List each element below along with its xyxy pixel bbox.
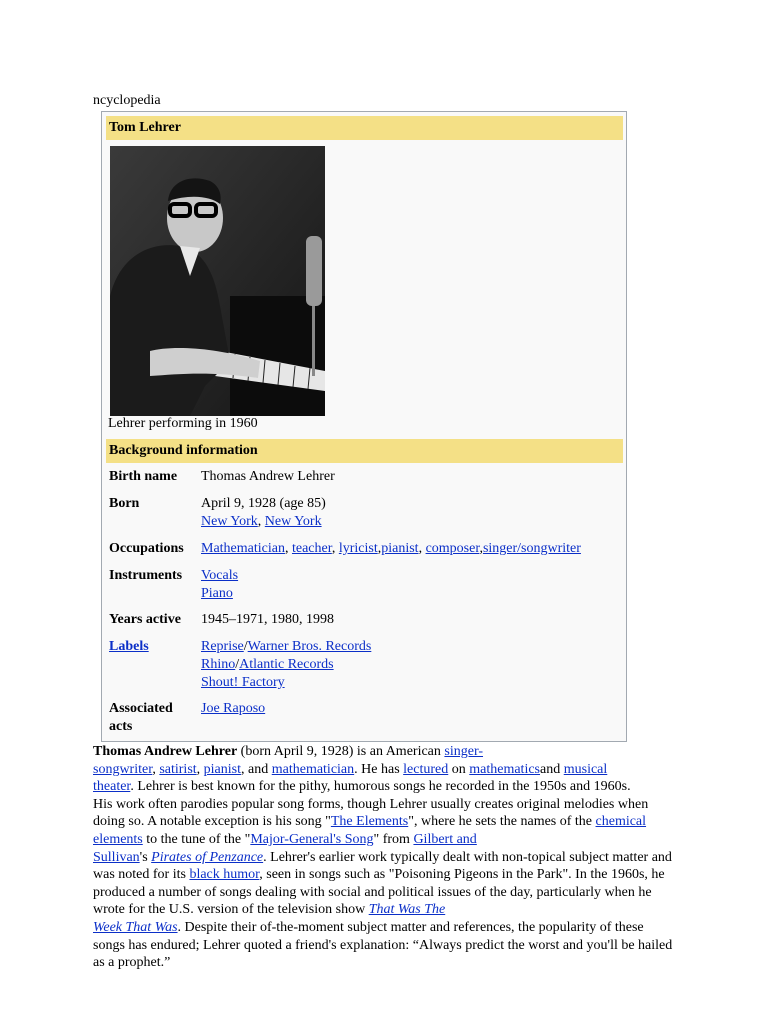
link-pianist[interactable]: pianist xyxy=(381,541,419,556)
link-major-generals-song[interactable]: Major-General's Song xyxy=(250,831,374,847)
link-chemical-elements[interactable]: chemical elements xyxy=(93,814,647,847)
row-label: Born xyxy=(109,496,140,511)
infobox-photo[interactable] xyxy=(110,146,325,416)
row-label: Years active xyxy=(109,612,181,627)
subject-name: Thomas Andrew Lehrer xyxy=(93,744,238,759)
link-warner-bros-records[interactable]: Warner Bros. Records xyxy=(247,639,372,654)
row-value: Reprise/Warner Bros. Records Rhino/Atlantic Records Shout! Factory xyxy=(201,639,372,690)
text: , xyxy=(152,761,160,777)
link-mathematician[interactable]: mathematician xyxy=(271,761,355,777)
born-date: April 9, 1928 (age 85) xyxy=(201,496,326,511)
text: " from xyxy=(373,831,414,847)
separator: , xyxy=(257,514,265,529)
photo-illustration xyxy=(110,146,325,416)
link-joe-raposo[interactable]: Joe Raposo xyxy=(201,701,266,716)
row-value: Thomas Andrew Lehrer xyxy=(201,469,335,484)
link-musical-theater[interactable]: musical xyxy=(563,761,608,777)
link-shout-factory[interactable]: Shout! Factory xyxy=(201,675,285,690)
text: . Despite their of-the-moment subject matter and references, the popularity of these songs has endured; Lehrer quoted a friend's explanation: “Always predict the worst and you'll be hailed as a prophet.” xyxy=(93,919,673,971)
link-labels-heading[interactable]: Labels xyxy=(109,639,149,654)
page-header-fragment: ncyclopedia xyxy=(93,93,161,108)
row-label: Birth name xyxy=(109,469,178,484)
row-value: Mathematician, teacher, lyricist,pianist, composer,singer/songwriter xyxy=(201,541,581,556)
link-pianist[interactable]: pianist xyxy=(203,761,242,777)
row-label: Occupations xyxy=(109,541,184,556)
link-lectured[interactable]: lectured xyxy=(403,761,449,777)
link-musical-theater[interactable]: theater xyxy=(93,779,131,795)
link-composer[interactable]: composer xyxy=(425,541,480,556)
text: . Lehrer is best known for the pithy, humorous songs he recorded in the 1950s and 1960s. xyxy=(130,779,631,795)
text: . Lehrer's earlier work typically dealt with non-topical subject matter and was noted for its xyxy=(93,849,672,883)
link-black-humor[interactable]: black humor xyxy=(189,867,260,883)
text: on xyxy=(448,761,470,777)
link-singer-songwriter[interactable]: singer- xyxy=(444,744,484,759)
link-rhino[interactable]: Rhino xyxy=(201,657,236,672)
row-value: 1945–1971, 1980, 1998 xyxy=(201,612,334,627)
link-mathematics[interactable]: mathematics xyxy=(469,761,541,777)
infobox-section-header: Background information xyxy=(106,439,623,463)
link-pirates-of-penzance[interactable]: Pirates of Penzance xyxy=(151,849,264,865)
text: to the tune of the " xyxy=(142,831,251,847)
link-lyricist[interactable]: lyricist xyxy=(338,541,378,556)
link-singer-songwriter[interactable]: songwriter xyxy=(93,761,153,777)
article-paragraph-2 xyxy=(93,796,673,972)
link-reprise[interactable]: Reprise xyxy=(201,639,244,654)
link-the-elements[interactable]: The Elements xyxy=(330,814,409,830)
text: (born April 9, 1928) is an American xyxy=(237,744,445,759)
link-gilbert-and-sullivan[interactable]: Sullivan xyxy=(93,849,140,865)
row-value xyxy=(201,567,238,603)
link-vocals[interactable]: Vocals xyxy=(201,568,239,583)
row-label: Instruments xyxy=(109,568,183,583)
article-paragraph-1 xyxy=(93,743,673,796)
infobox-title: Tom Lehrer xyxy=(106,116,623,140)
text: . He has xyxy=(354,761,404,777)
label-line: acts xyxy=(109,719,133,734)
link-new-york-state[interactable]: New York xyxy=(264,514,322,529)
infobox-caption: Lehrer performing in 1960 xyxy=(108,416,258,431)
article-body xyxy=(93,743,673,972)
text: , seen in songs such as "Poisoning Pigeons in the Park". In the 1960s, he produced a number of songs dealing with social and political issues of the day, particularly when he wrote for the U.S. version of the television show xyxy=(93,867,665,918)
link-that-was-the-week[interactable]: That Was The xyxy=(368,902,446,918)
label-line: Associated xyxy=(109,701,173,716)
text: ", where he sets the names of the xyxy=(408,814,596,830)
text: 's xyxy=(139,849,152,865)
row-label xyxy=(109,700,199,736)
text: and xyxy=(540,761,564,777)
text: , xyxy=(196,761,204,777)
text: His work often parodies popular song forms, though Lehrer usually creates original melodies when doing so. A notable exception is his song " xyxy=(93,796,649,830)
link-singer-songwriter[interactable]: singer/songwriter xyxy=(482,541,581,556)
link-teacher[interactable]: teacher xyxy=(291,541,332,556)
text: , and xyxy=(241,761,272,777)
infobox xyxy=(101,111,627,742)
link-that-was-the-week[interactable]: Week That Was xyxy=(93,919,178,935)
link-mathematician[interactable]: Mathematician xyxy=(201,541,285,556)
link-satirist[interactable]: satirist xyxy=(159,761,197,777)
row-value xyxy=(201,495,326,531)
link-atlantic-records[interactable]: Atlantic Records xyxy=(239,657,334,672)
link-new-york-city[interactable]: New York xyxy=(201,514,258,529)
link-piano[interactable]: Piano xyxy=(201,586,233,601)
link-gilbert-and-sullivan[interactable]: Gilbert and xyxy=(413,831,477,847)
